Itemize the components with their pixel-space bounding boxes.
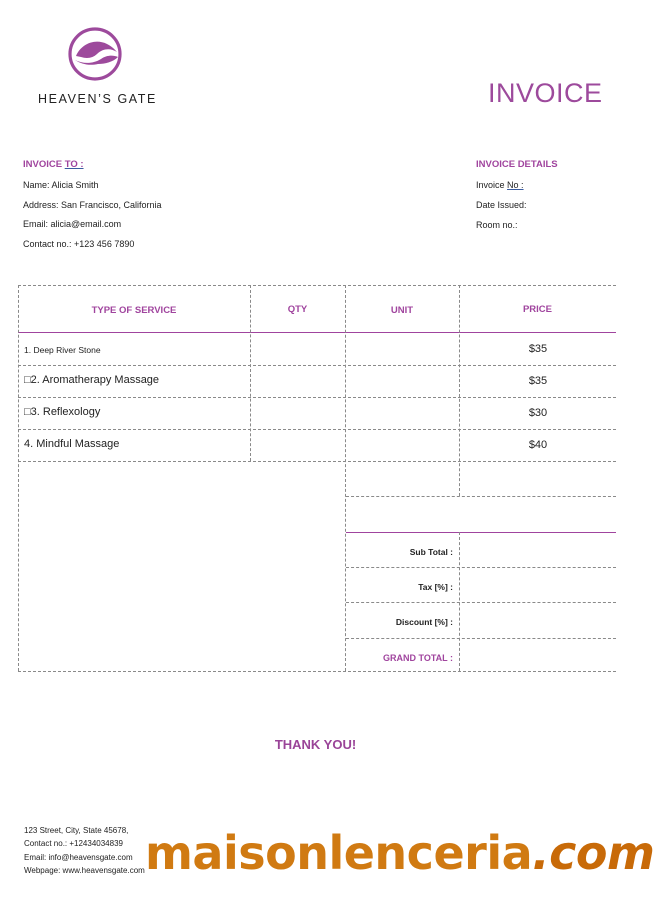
customer-contact: Contact no.: +123 456 7890	[23, 239, 135, 249]
invoice-number: Invoice No :	[476, 180, 524, 190]
subtotal-label: Sub Total :	[409, 547, 453, 557]
thank-you-message: THANK YOU!	[274, 737, 357, 752]
service-name: □3. Reflexology	[24, 406, 101, 418]
service-price: $30	[528, 407, 548, 419]
services-table	[18, 285, 616, 672]
service-name: □2. Aromatherapy Massage	[24, 374, 160, 386]
service-price: $35	[528, 375, 548, 387]
brand-name: HEAVEN’S GATE	[38, 92, 157, 106]
document-title: INVOICE	[488, 78, 603, 108]
tax-label: Tax [%] :	[418, 582, 453, 592]
header-price: PRICE	[522, 304, 553, 315]
watermark: maisonlenceria.com	[145, 826, 654, 880]
grand-total-label: GRAND TOTAL :	[383, 653, 453, 663]
footer-email: Email: info@heavensgate.com	[24, 853, 133, 862]
invoice-details-heading: INVOICE DETAILS	[476, 159, 558, 170]
date-issued: Date Issued:	[476, 200, 527, 210]
room-number: Room no.:	[476, 220, 518, 230]
service-name: 4. Mindful Massage	[24, 438, 120, 450]
customer-name: Name: Alicia Smith	[23, 180, 99, 190]
customer-email: Email: alicia@email.com	[23, 219, 122, 229]
customer-address: Address: San Francisco, California	[23, 200, 162, 210]
footer-webpage: Webpage: www.heavensgate.com	[24, 866, 145, 875]
header-qty: QTY	[287, 304, 308, 315]
discount-label: Discount [%] :	[395, 617, 453, 627]
header-type-of-service: TYPE OF SERVICE	[91, 305, 177, 316]
bill-to-heading: INVOICE TO :	[23, 159, 84, 170]
footer-contact: Contact no.: +12434034839	[24, 839, 123, 848]
header-unit: UNIT	[390, 305, 414, 316]
service-name: 1. Deep River Stone	[24, 345, 101, 355]
footer-address: 123 Street, City, State 45678,	[24, 826, 129, 835]
service-price: $40	[528, 439, 548, 451]
wave-circle-logo-icon	[67, 26, 123, 82]
service-price: $35	[528, 343, 548, 355]
